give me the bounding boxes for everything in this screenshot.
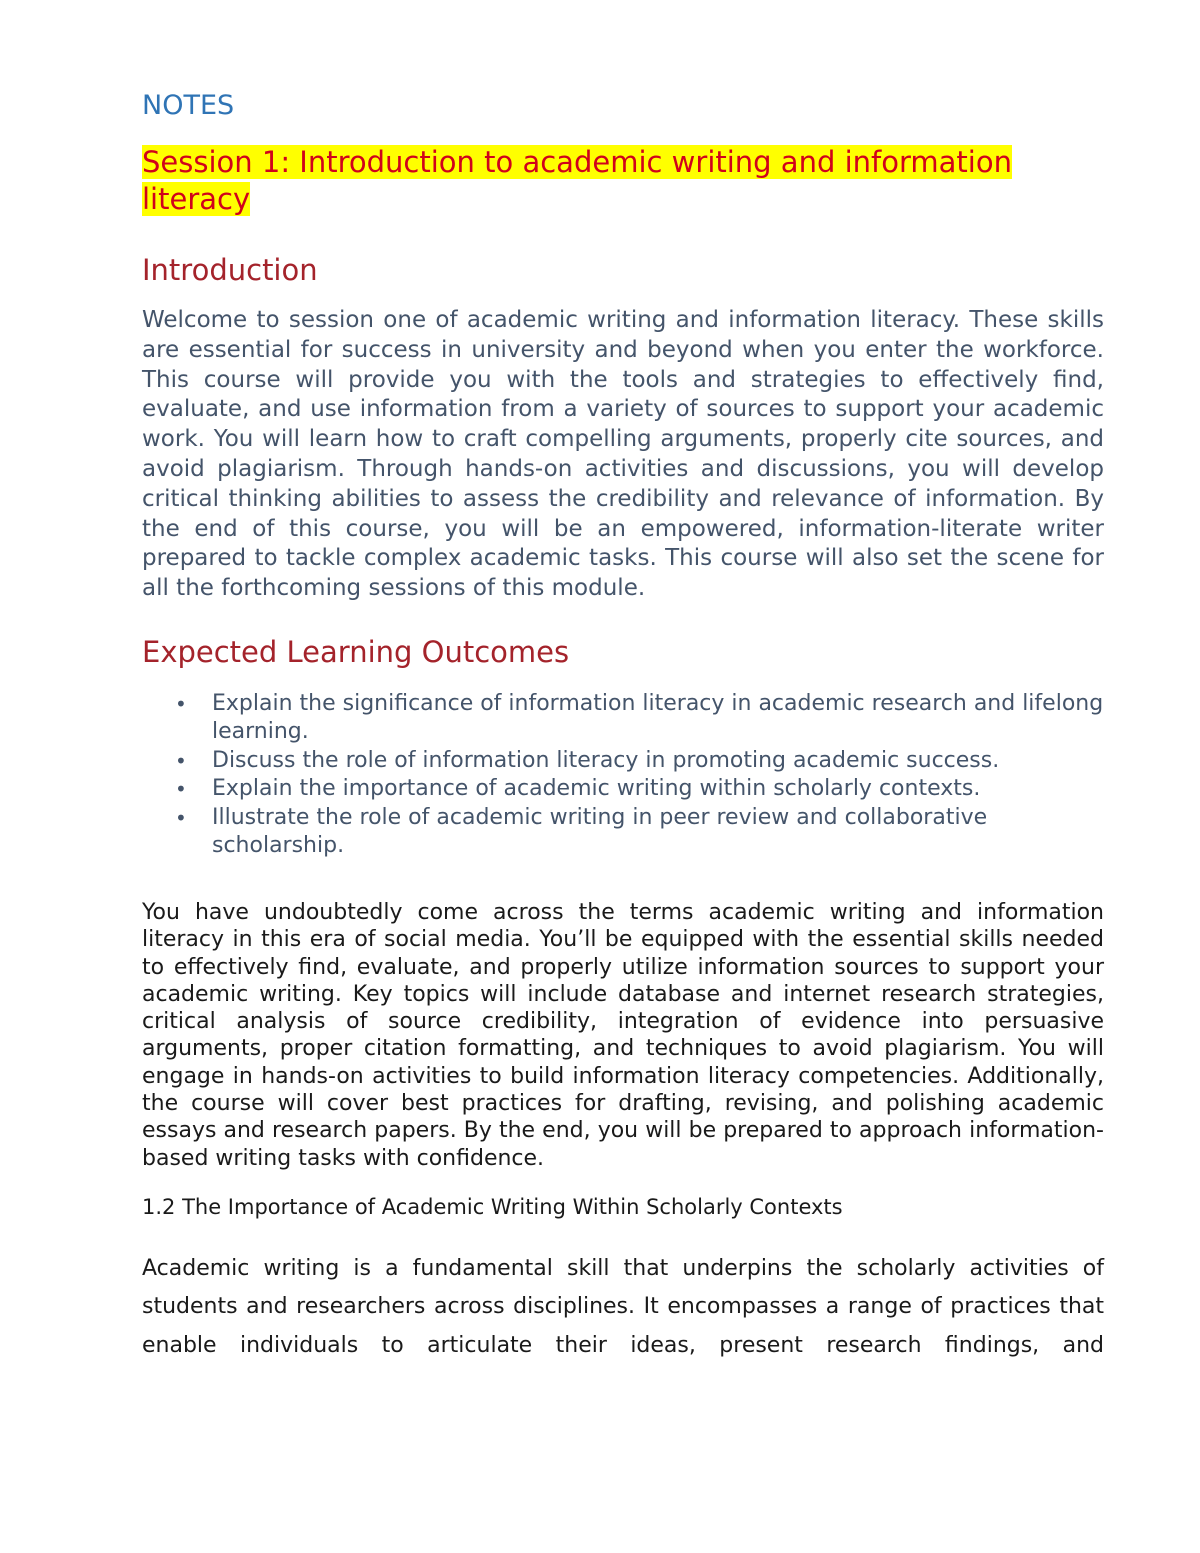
session-title-highlight: Session 1: Introduction to academic writing and information literacy — [142, 145, 1012, 216]
bullet-icon: • — [175, 748, 187, 773]
outcome-item — [142, 690, 1104, 747]
notes-label: NOTES — [142, 90, 235, 121]
outcome-text: Explain the importance of academic writing within scholarly contexts. — [212, 776, 981, 802]
subsection-heading: 1.2 The Importance of Academic Writing Within Scholarly Contexts — [142, 1194, 843, 1219]
outcomes-list — [142, 690, 1104, 861]
outcome-text: Illustrate the role of academic writing in peer review and collaborative scholarship. — [212, 804, 988, 859]
document-content — [142, 86, 1104, 1365]
bullet-icon: • — [175, 691, 187, 716]
bullet-icon: • — [175, 777, 187, 802]
bullet-icon: • — [175, 805, 187, 830]
introduction-paragraph: Welcome to session one of academic writing and information literacy. These skills are essential for success in university and beyond when you enter the workforce. This course will provide you with the tools and strategies to effectively find, evaluate, and use information from a variety of sources to support your academic work. You will learn how to craft compelling arguments, properly cite sources, and avoid plagiarism. Through hands-on activities and discussions, you will develop critical thinking abilities to assess the credibility and relevance of information. By the end of this course, you will be an empowered, information-literate writer prepared to tackle complex academic tasks. This course will also set the scene for all the forthcoming sessions of this module. — [142, 307, 1104, 602]
outcome-text: Explain the significance of information literacy in academic research and lifelong learning. — [212, 690, 1104, 745]
session-title — [142, 144, 1104, 218]
outcome-text: Discuss the role of information literacy in promoting academic success. — [212, 747, 1000, 773]
introduction-heading: Introduction — [142, 253, 318, 287]
outcome-item — [142, 775, 1104, 804]
overview-paragraph: You have undoubtedly come across the terms academic writing and information literacy in this era of social media. You’ll be equipped with the essential skills needed to effectively find, evaluate, and properly utilize information sources to support your academic writing. Key topics will include database and internet research strategies, critical analysis of source credibility, integration of evidence into persuasive arguments, proper citation formatting, and techniques to avoid plagiarism. You will engage in hands-on activities to build information literacy competencies. Additionally, the course will cover best practices for drafting, revising, and polishing academic essays and research papers. By the end, you will be prepared to approach information-based writing tasks with confidence. — [142, 899, 1104, 1171]
outcome-item — [142, 804, 1104, 861]
outcomes-heading: Expected Learning Outcomes — [142, 634, 570, 669]
outcome-item — [142, 747, 1104, 776]
subsection-paragraph: Academic writing is a fundamental skill that underpins the scholarly activities of students and researchers across disciplines. It encompasses a range of practices that enable individuals to articulate their ideas, present research findings, and — [142, 1255, 1104, 1358]
